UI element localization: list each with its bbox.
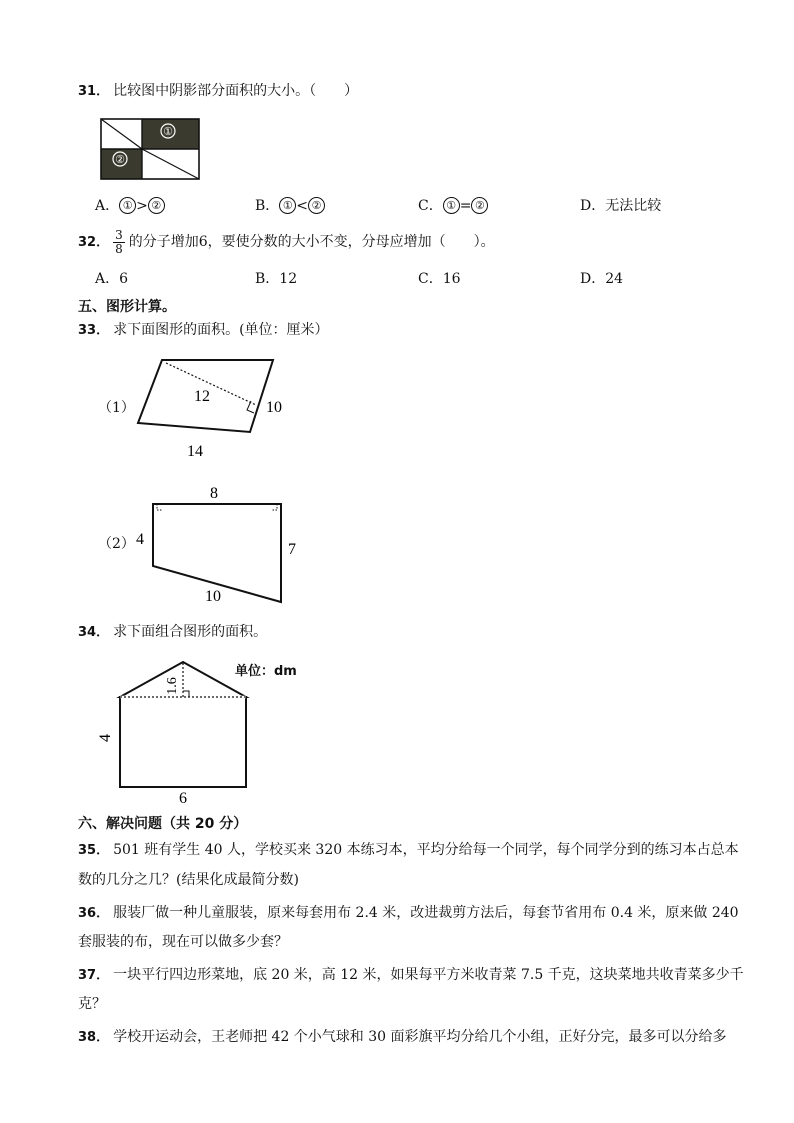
figure-label-2: ②: [115, 154, 125, 166]
question-35-line2: 数的几分之几？(结果化成最简分数): [78, 872, 299, 888]
q32-option-c[interactable]: C．16: [418, 271, 461, 287]
bottom-label: 10: [205, 588, 221, 605]
q31-option-a[interactable]: A． ① > ②: [95, 196, 165, 216]
question-number: 31．: [78, 84, 110, 99]
side-label: 10: [266, 399, 282, 416]
question-number: 37．: [78, 968, 110, 983]
question-35: 35． 501 班有学生 40 人，学校买来 320 本练习本，平均分给每一个同学，每个同学分到的练习本占总本: [78, 842, 739, 858]
q32-option-b[interactable]: B．12: [255, 271, 298, 287]
tri-height-label: 1.6: [165, 677, 180, 695]
question-text: 比较图中阴影部分面积的大小。（ ）: [113, 83, 359, 99]
fig2-label: （2）: [98, 536, 135, 552]
question-37: 37． 一块平行四边形菜地，底 20 米，高 12 米，如果每平方米收青菜 7.5 千克，这块菜地共收青菜多少千: [78, 967, 744, 983]
q31-option-c[interactable]: C． ① = ②: [418, 196, 488, 216]
question-text: 求下面图形的面积。(单位：厘米）: [113, 322, 329, 338]
left-label: 4: [136, 531, 144, 548]
question-number: 35．: [78, 843, 110, 858]
question-text: 求下面组合图形的面积。: [113, 624, 268, 640]
question-number: 38．: [78, 1030, 110, 1045]
parallelogram-figure: [130, 355, 300, 465]
right-label: 7: [288, 541, 296, 558]
question-32: [78, 228, 495, 257]
top-label: 8: [210, 485, 218, 502]
q31-option-d[interactable]: D．无法比较: [580, 198, 662, 214]
question-37-line2: 克？: [78, 996, 106, 1012]
rect-width-label: 6: [179, 790, 187, 807]
question-36-line2: 套服装的布，现在可以做多少套？: [78, 934, 288, 950]
q32-option-a[interactable]: A．6: [95, 271, 129, 287]
question-38: 38． 学校开运动会，王老师把 42 个小气球和 30 面彩旗平均分给几个小组，正好分完，最多可以分给多: [78, 1029, 727, 1045]
section-6-title: 六、解决问题（共 20 分）: [78, 816, 248, 832]
question-number: 34．: [78, 625, 110, 640]
rect-height-label: 4: [97, 734, 114, 742]
q31-shaded-figure: [100, 118, 200, 180]
q32-option-d[interactable]: D．24: [580, 271, 624, 287]
fig1-label: （1）: [98, 400, 135, 416]
q31-option-b[interactable]: B． ① < ②: [255, 196, 325, 216]
question-36: 36． 服装厂做一种儿童服装，原来每套用布 2.4 米，改进裁剪方法后，每套节省用布 0.4 米，原来做 240: [78, 905, 739, 921]
question-number: 33．: [78, 323, 110, 338]
height-label: 12: [194, 388, 210, 405]
unit-label: 单位：dm: [235, 664, 297, 679]
figure-label-1: ①: [163, 126, 173, 138]
question-number: 32．: [78, 235, 110, 250]
question-34: [78, 622, 267, 643]
question-number: 36．: [78, 906, 110, 921]
question-text: 的分子增加6，要使分数的大小不变，分母应增加（ ）。: [128, 234, 495, 250]
base-label: 14: [187, 443, 203, 460]
composite-figure: [95, 655, 255, 810]
question-33: [78, 320, 329, 341]
section-5-title: 五、图形计算。: [78, 299, 176, 315]
question-31: [78, 81, 358, 102]
fraction-3-8: $\frac{3}{8}$: [115, 227, 123, 256]
trapezoid-figure: [128, 480, 308, 608]
